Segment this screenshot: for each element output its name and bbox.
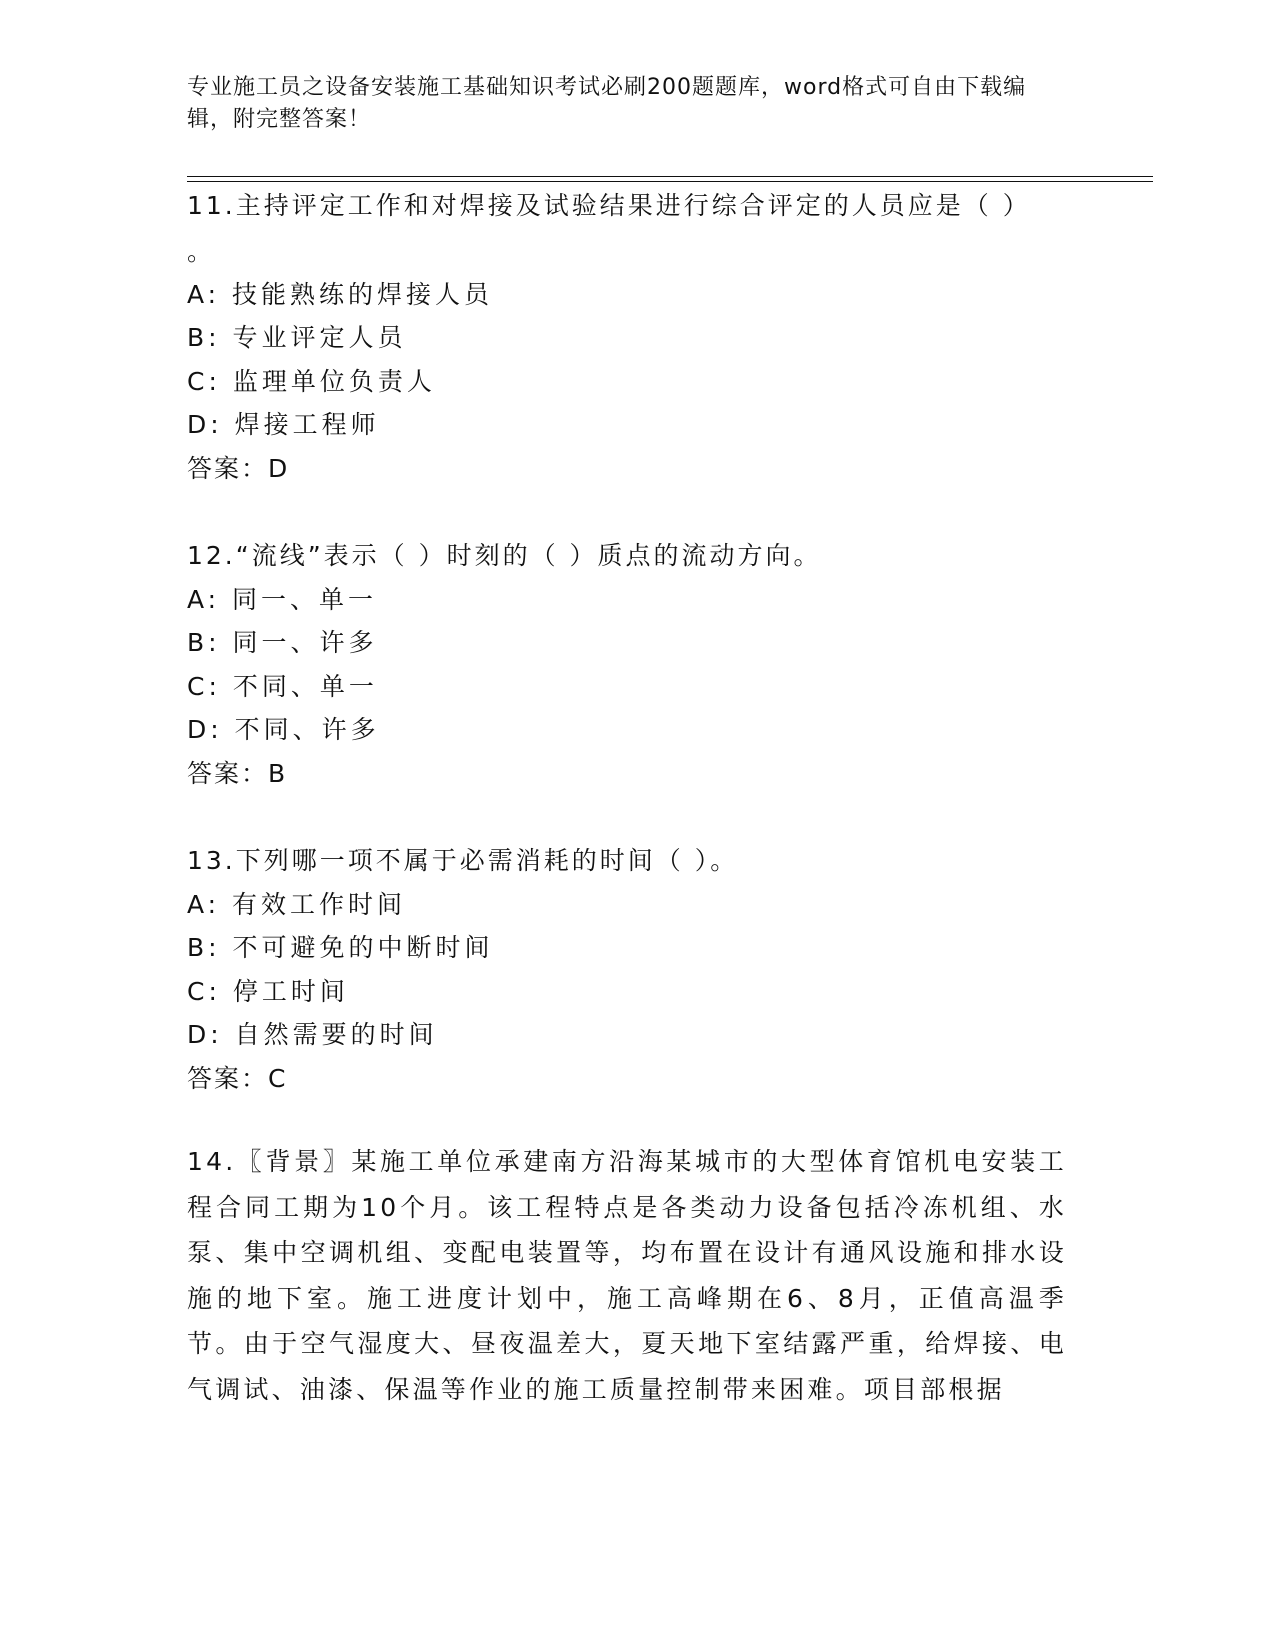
document-header: 专业施工员之设备安装施工基础知识考试必刷200题题库，word格式可自由下载编辑，附完整答案！ [187, 75, 1027, 132]
question-13-answer: 答案：C [187, 1064, 288, 1093]
question-13-option-d: D: 自然需要的时间 [187, 1020, 438, 1049]
question-11-option-d: D: 焊接工程师 [187, 410, 380, 439]
question-11-option-b: B: 专业评定人员 [187, 323, 407, 352]
question-12-option-c: C: 不同、单一 [187, 672, 378, 701]
question-13-option-a: A: 有效工作时间 [187, 890, 407, 919]
question-12-option-d: D: 不同、许多 [187, 715, 380, 744]
question-12-stem: 12.“流线”表示（ ）时刻的（ ）质点的流动方向。 [187, 541, 822, 570]
question-12-option-b: B: 同一、许多 [187, 628, 378, 657]
question-12-option-a: A: 同一、单一 [187, 585, 378, 614]
question-11-stem: 11.主持评定工作和对焊接及试验结果进行综合评定的人员应是（ ） [187, 191, 1031, 220]
question-12-answer: 答案：B [187, 759, 288, 788]
question-13-option-c: C: 停工时间 [187, 977, 349, 1006]
question-14-background: 14.〖背景〗某施工单位承建南方沿海某城市的大型体育馆机电安装工程合同工期为10个月。该工程特点是各类动力设备包括冷冻机组、水泵、集中空调机组、变配电装置等，均布置在设计有通风设施和排水设施的地下室。施工进度计划中，施工高峰期在6、8月，正值高温季节。由于空气湿度大、昼夜温差大，夏天地下室结露严重，给焊接、电气调试、油漆、保温等作业的施工质量控制带来困难。项目部根据 [187, 1147, 1067, 1404]
question-11-answer: 答案：D [187, 454, 290, 483]
question-11-option-a: A: 技能熟练的焊接人员 [187, 280, 494, 309]
question-13-option-b: B: 不可避免的中断时间 [187, 933, 494, 962]
header-divider-top [187, 176, 1153, 177]
question-13-stem: 13.下列哪一项不属于必需消耗的时间（ ）。 [187, 846, 739, 875]
header-divider-bottom [187, 181, 1153, 182]
question-11-stem-continued: 。 [187, 237, 216, 266]
question-11-option-c: C: 监理单位负责人 [187, 367, 436, 396]
